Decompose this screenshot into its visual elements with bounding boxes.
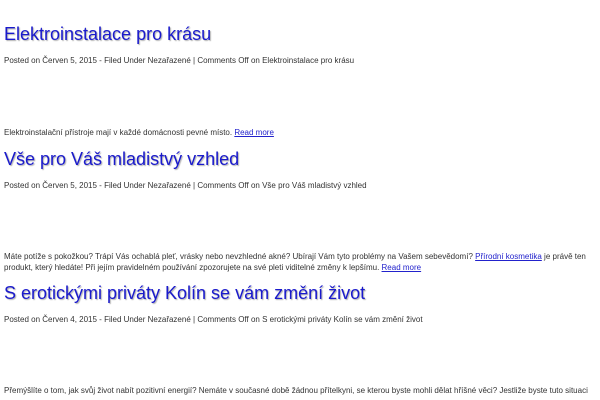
- meta-posted-label: Posted on: [4, 181, 43, 190]
- post-excerpt-2: [4, 251, 596, 273]
- post-comments-status: Comments Off on Elektroinstalace pro krásu: [197, 56, 355, 65]
- post-comments-status: Comments Off on S erotickými priváty Kolín se vám změní život: [197, 315, 423, 324]
- excerpt-text: Přemýšlíte o tom, jak svůj život nabít pozitivní energií? Nemáte v současné době žádnou přítelkyni, se kterou byste mohli dělat hříšné věci? Jestliže byste tuto situaci: [4, 386, 588, 395]
- post-title-link-2[interactable]: Vše pro Váš mladistvý vzhled: [4, 149, 240, 169]
- post-date: Červen 5, 2015: [42, 181, 97, 190]
- post-title-link-1[interactable]: Elektroinstalace pro krásu: [4, 24, 212, 44]
- post-comments-status: Comments Off on Vše pro Váš mladistvý vzhled: [197, 181, 367, 190]
- excerpt-text: Máte potíže s pokožkou? Trápí Vás ochablá pleť, vrásky nebo nevzhledné akné? Ubírají Vám tyto problémy na Vašem sebevědomí?: [4, 252, 476, 261]
- post-category: Nezařazené: [147, 181, 191, 190]
- post-title-link-3[interactable]: S erotickými priváty Kolín se vám změní život: [4, 283, 366, 303]
- post-meta-2: [4, 181, 367, 190]
- meta-filed-label: - Filed Under: [96, 315, 148, 324]
- post-title-1: [4, 24, 211, 45]
- post-meta-3: [4, 315, 423, 324]
- meta-posted-label: Posted on: [4, 315, 43, 324]
- meta-posted-label: Posted on: [4, 56, 43, 65]
- post-title-3: [4, 283, 365, 304]
- excerpt-text: je právě ten produkt, který hledáte! Při jejím pravidelném používání zpozorujete na své pleti viditelné změny k lepšímu.: [4, 252, 586, 272]
- post-category: Nezařazené: [147, 56, 191, 65]
- post-title-2: [4, 149, 239, 170]
- meta-separator: |: [190, 181, 198, 190]
- post-category: Nezařazené: [147, 315, 191, 324]
- meta-filed-label: - Filed Under: [96, 181, 148, 190]
- post-date: Červen 5, 2015: [42, 56, 97, 65]
- meta-filed-label: - Filed Under: [96, 56, 148, 65]
- natural-cosmetics-link[interactable]: Přírodní kosmetika: [475, 252, 542, 261]
- excerpt-text: Elektroinstalační přístroje mají v každé domácnosti pevné místo.: [4, 128, 235, 137]
- post-excerpt-3: [4, 385, 588, 396]
- read-more-link[interactable]: Read more: [381, 263, 422, 272]
- meta-separator: |: [190, 56, 198, 65]
- post-meta-1: [4, 56, 354, 65]
- post-date: Červen 4, 2015: [42, 315, 97, 324]
- read-more-link[interactable]: Read more: [234, 128, 274, 137]
- meta-separator: |: [190, 315, 198, 324]
- post-excerpt-1: [4, 127, 596, 138]
